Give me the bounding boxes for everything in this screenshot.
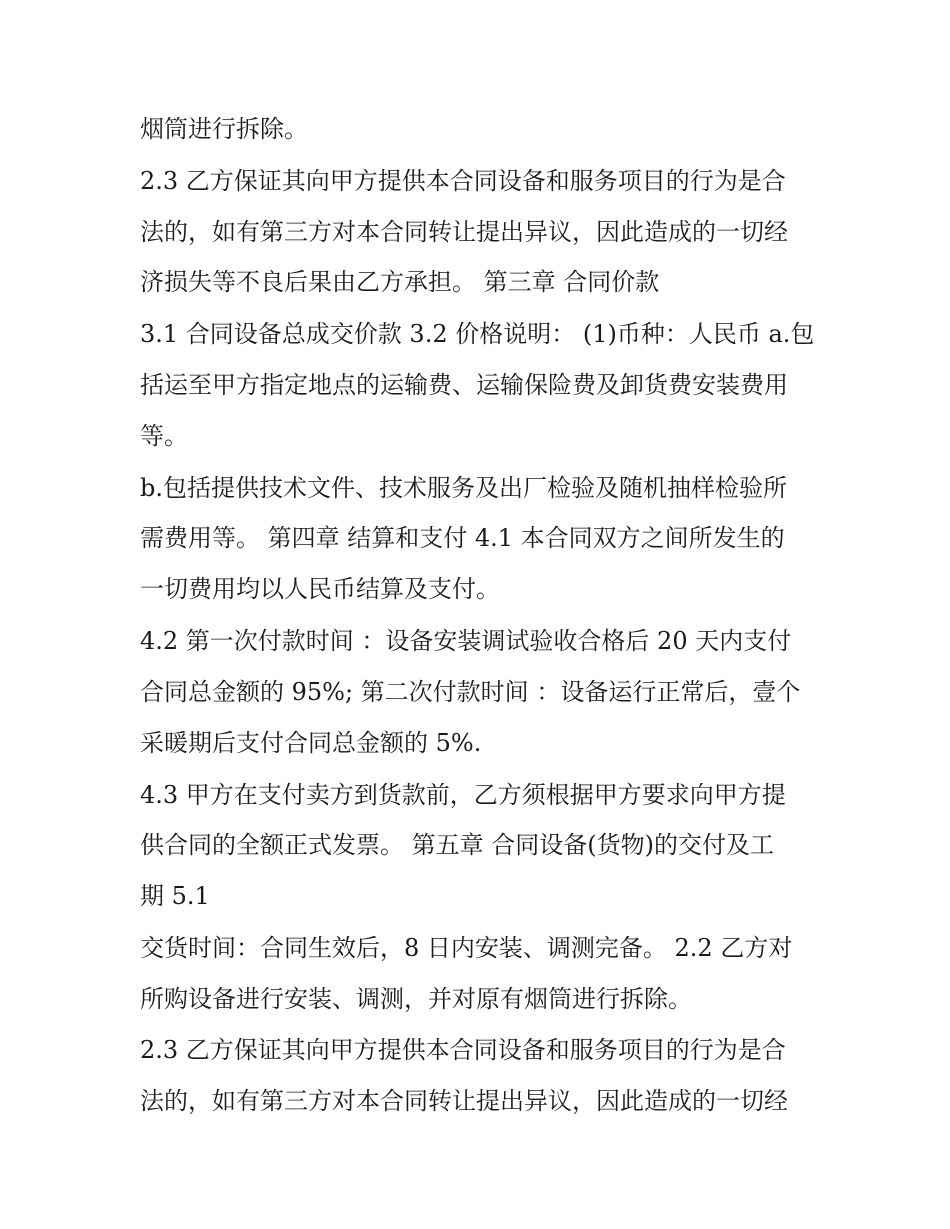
text-line: 4.3 甲方在支付卖方到货款前，乙方须根据甲方要求向甲方提 (140, 781, 786, 809)
text-line: 需费用等。 第四章 结算和支付 4.1 本合同双方之间所发生的 (140, 524, 785, 552)
text-line: b.包括提供技术文件、技术服务及出厂检验及随机抽样检验所 (140, 474, 787, 502)
text-line: 烟筒进行拆除。 (140, 115, 308, 143)
text-line: 采暖期后支付合同总金额的 5%. (140, 729, 482, 757)
text-line: 供合同的全额正式发票。 第五章 合同设备(货物)的交付及工 (140, 831, 774, 859)
text-line: 所购设备进行安装、调测，并对原有烟筒进行拆除。 (140, 985, 692, 1013)
text-line: 括运至甲方指定地点的运输费、运输保险费及卸货费安装费用 (140, 371, 788, 399)
text-line: 法的，如有第三方对本合同转让提出异议，因此造成的一切经 (140, 1087, 788, 1115)
text-line: 等。 (140, 422, 188, 450)
text-line: 一切费用均以人民币结算及支付。 (140, 575, 500, 603)
text-line: 交货时间：合同生效后，8 日内安装、调测完备。 2.2 乙方对 (140, 934, 793, 962)
text-line: 期 5.1 (140, 882, 210, 910)
text-line: 2.3 乙方保证其向甲方提供本合同设备和服务项目的行为是合 (140, 1036, 786, 1064)
text-line: 4.2 第一次付款时间 ：设备安装调试验收合格后 20 天内支付 (140, 627, 792, 655)
text-line: 合同总金额的 95%; 第二次付款时间 ：设备运行正常后，壹个 (140, 678, 801, 706)
text-line: 济损失等不良后果由乙方承担。 第三章 合同价款 (140, 268, 660, 296)
text-line: 3.1 合同设备总成交价款 3.2 价格说明： (1)币种：人民币 a.包 (140, 320, 815, 348)
text-line: 2.3 乙方保证其向甲方提供本合同设备和服务项目的行为是合 (140, 167, 786, 195)
text-line: 法的，如有第三方对本合同转让提出异议，因此造成的一切经 (140, 218, 788, 246)
